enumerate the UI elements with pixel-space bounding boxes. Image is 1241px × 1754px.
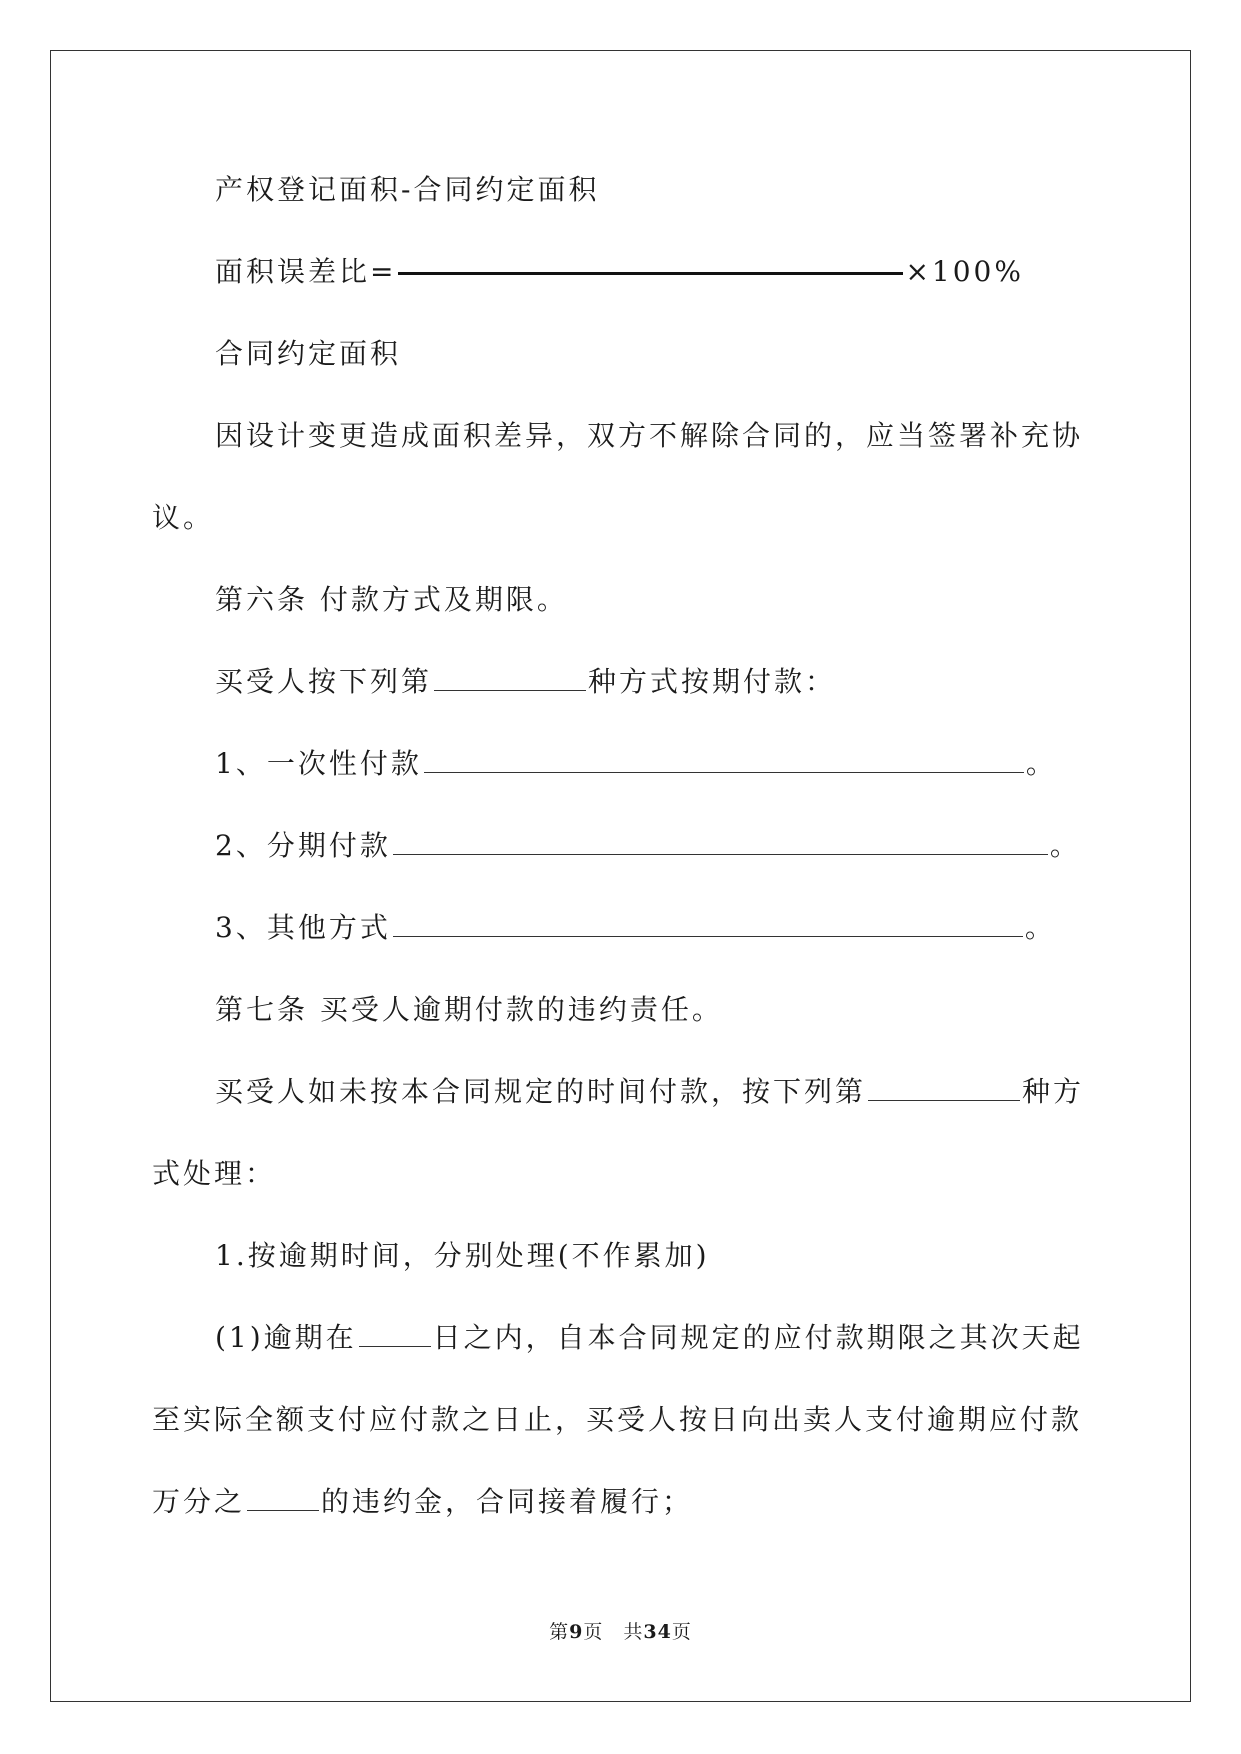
option3-blank[interactable] — [393, 908, 1023, 937]
overdue-days-blank[interactable] — [359, 1318, 431, 1347]
article6-title: 第六条 付款方式及期限。 — [215, 583, 568, 616]
item1a-line1 — [215, 1318, 1084, 1358]
page-mid: 页 共 — [583, 1621, 644, 1643]
page-current: 9 — [569, 1621, 584, 1643]
buyer-payment-prefix: 买受人按下列第 — [215, 665, 433, 698]
article7-title: 第七条 买受人逾期付款的违约责任。 — [215, 993, 723, 1026]
overdue-line2: 式处理： — [152, 1157, 277, 1190]
payment-method-blank[interactable] — [434, 662, 586, 691]
page-total: 34 — [643, 1621, 672, 1643]
penalty-rate-blank[interactable] — [247, 1482, 319, 1511]
option3-label: 3、其他方式 — [215, 911, 391, 944]
item1a-line3-prefix: 万分之 — [152, 1485, 246, 1518]
option1-line — [215, 744, 1057, 784]
item1-title: 1.按逾期时间，分别处理(不作累加) — [215, 1239, 710, 1272]
page-footer — [0, 1617, 1241, 1644]
option2-end: 。 — [1049, 829, 1081, 862]
page-prefix: 第 — [549, 1621, 570, 1643]
formula-denominator: 合同约定面积 — [215, 337, 402, 370]
item1a-suffix: 日之内，自本合同规定的应付款期限之其次天起 — [432, 1321, 1084, 1354]
buyer-payment-suffix: 种方式按期付款： — [588, 665, 837, 698]
option1-label: 1、一次性付款 — [215, 747, 422, 780]
formula-numerator: 产权登记面积-合同约定面积 — [215, 173, 600, 206]
item1a-line2: 至实际全额支付应付款之日止，买受人按日向出卖人支付逾期应付款 — [152, 1403, 1083, 1436]
page-suffix: 页 — [671, 1621, 692, 1643]
formula-line — [215, 252, 1024, 292]
item1a-prefix: (1)逾期在 — [215, 1321, 357, 1354]
overdue-method-blank[interactable] — [868, 1072, 1020, 1101]
option2-blank[interactable] — [393, 826, 1048, 855]
buyer-payment-line — [215, 662, 836, 702]
option1-blank[interactable] — [424, 744, 1024, 773]
item1a-line3-suffix: 的违约金，合同接着履行； — [321, 1485, 694, 1518]
para-design-change-line2: 议。 — [152, 501, 215, 534]
option3-line — [215, 908, 1056, 948]
option3-end: 。 — [1024, 911, 1056, 944]
para-design-change-line1: 因设计变更造成面积差异，双方不解除合同的，应当签署补充协 — [215, 419, 1084, 452]
fraction-bar — [398, 272, 903, 275]
formula-suffix: ×100% — [905, 255, 1024, 288]
overdue-prefix: 买受人如未按本合同规定的时间付款，按下列第 — [215, 1075, 867, 1108]
item1a-line3 — [152, 1482, 693, 1522]
option2-line — [215, 826, 1081, 866]
overdue-line1 — [215, 1072, 1084, 1112]
overdue-suffix: 种方 — [1022, 1075, 1085, 1108]
formula-label: 面积误差比= — [215, 255, 397, 288]
option1-end: 。 — [1025, 747, 1057, 780]
page-border — [50, 50, 1191, 1702]
option2-label: 2、分期付款 — [215, 829, 391, 862]
